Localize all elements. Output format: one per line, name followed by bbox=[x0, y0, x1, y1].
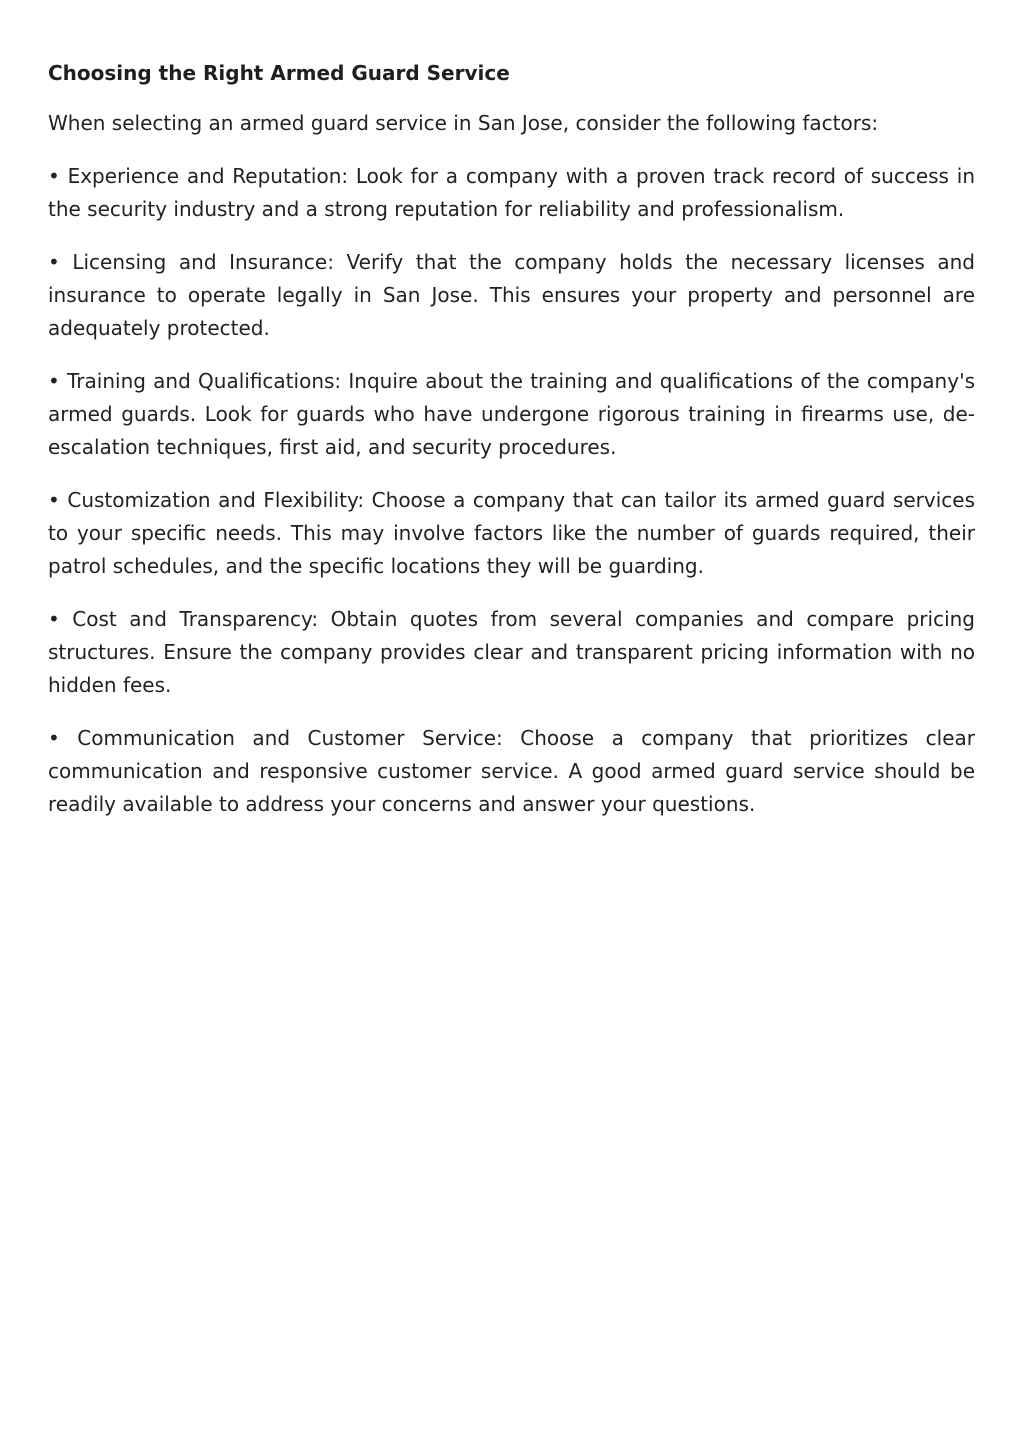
factor-cost-transparency: • Cost and Transparency: Obtain quotes from several companies and compare pricing structures. Ensure the company provides clear and transparent pricing information with no hidden fees. bbox=[48, 607, 975, 697]
document-page bbox=[48, 58, 975, 841]
page-title: Choosing the Right Armed Guard Service bbox=[48, 61, 510, 85]
factor-customization-flexibility: • Customization and Flexibility: Choose a company that can tailor its armed guard services to your specific needs. This may involve factors like the number of guards required, their patrol schedules, and the specific locations they will be guarding. bbox=[48, 488, 975, 578]
factor-licensing-insurance: • Licensing and Insurance: Verify that the company holds the necessary licenses and insurance to operate legally in San Jose. This ensures your property and personnel are adequately protected. bbox=[48, 250, 975, 340]
factor-experience-reputation: • Experience and Reputation: Look for a company with a proven track record of success in the security industry and a strong reputation for reliability and professionalism. bbox=[48, 164, 975, 221]
factor-training-qualifications: • Training and Qualifications: Inquire about the training and qualifications of the company's armed guards. Look for guards who have undergone rigorous training in firearms use, de-escalation techniques, first aid, and security procedures. bbox=[48, 369, 975, 459]
intro-paragraph: When selecting an armed guard service in San Jose, consider the following factors: bbox=[48, 111, 879, 135]
factor-communication-service: • Communication and Customer Service: Choose a company that prioritizes clear communication and responsive customer service. A good armed guard service should be readily available to address your concerns and answer your questions. bbox=[48, 726, 975, 816]
